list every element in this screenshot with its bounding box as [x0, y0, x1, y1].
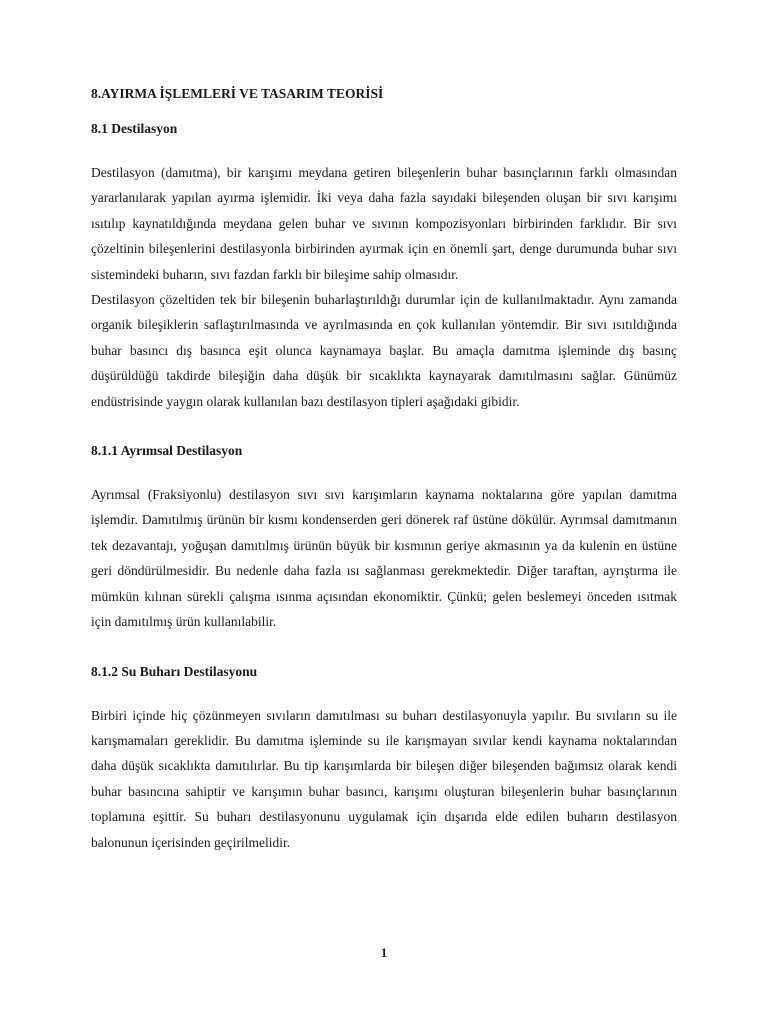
section-heading-8-1-1: 8.1.1 Ayrımsal Destilasyon	[91, 443, 243, 459]
section-heading-8-1: 8.1 Destilasyon	[91, 121, 178, 136]
paragraph-distillation-intro: Destilasyon (damıtma), bir karışımı meydana getiren bileşenlerin buhar basınçlarının farklı olmasından yararlanılarak yapılan ayırma işlemidir. İki veya daha fazla sayıdaki bileşenden oluşan bir sıvı karışımı ısıtılıp kaynatıldığında meydana gelen buhar ve sıvının kompozisyonları birbirinden farklıdır. Bir sıvı çözeltinin bileşenlerini destilasyonla birbirinden ayırmak için en önemli şart, denge durumunda buhar sıvı sistemindeki buharın, sıvı fazdan farklı bir bileşime sahip olmasıdır.	[91, 165, 677, 282]
chapter-title: 8.AYIRMA İŞLEMLERİ VE TASARIM TEORİSİ	[91, 86, 384, 101]
paragraph-fractional-distillation: Ayrımsal (Fraksiyonlu) destilasyon sıvı sıvı karışımların kaynama noktalarına göre yapılan damıtma işlemdir. Damıtılmış ürünün bir kısmı kondenserden geri dönerek raf üstüne dökülür. Ayrımsal damıtmanın tek dezavantajı, yoğuşan damıtılmış ürünün büyük bir kısmının geriye akmasının ya da kulenin en üstüne geri döndürülmesidir. Bu nedenle daha fazla ısı sağlanması gerekmektedir. Diğer taraftan, ayrıştırma ile mümkün kılınan sürekli çalışma ısınma açısından ekonomiktir. Çünkü; gelen beslemeyi önceden ısıtmak için damıtılmış ürün kullanılabilir.	[91, 487, 677, 630]
page-number: 1	[380, 946, 388, 960]
paragraph-distillation-usage: Destilasyon çözeltiden tek bir bileşenin buharlaştırıldığı durumlar için de kullanılmaktadır. Aynı zamanda organik bileşiklerin saflaştırılmasında ve ayrılmasında en çok kullanılan yöntemdir. Bir sıvı ısıtıldığında buhar basıncı dış basınca eşit olunca kaynamaya başlar. Bu amaçla damıtma işleminde dış basınç düşürüldüğü takdirde bileşiğin daha düşük bir sıcaklıkta kaynayarak damıtılmasını sağlar. Günümüz endüstrisinde yaygın olarak kullanılan bazı destilasyon tipleri aşağıdaki gibidir.	[91, 292, 677, 409]
section-heading-8-1-2: 8.1.2 Su Buharı Destilasyonu	[91, 663, 258, 679]
document-page	[91, 80, 677, 855]
paragraph-steam-distillation: Birbiri içinde hiç çözünmeyen sıvıların damıtılması su buharı destilasyonuyla yapılır. Bu sıvıların su ile karışmamaları gereklidir. Bu damıtma işleminde su ile karışmayan sıvılar kendi kaynama noktalarından daha düşük sıcaklıkta damıtılırlar. Bu tip karışımlarda bir bileşen diğer bileşenden bağımsız olarak kendi buhar basıncına sahiptir ve karışımın buhar basıncı, karışımı oluşturan bileşenlerin buhar basınçlarının toplamına eşittir. Su buharı destilasyonunu uygulamak için dışarıda elde edilen buharın destilasyon balonunun içerisinden geçirilmelidir.	[91, 707, 677, 850]
